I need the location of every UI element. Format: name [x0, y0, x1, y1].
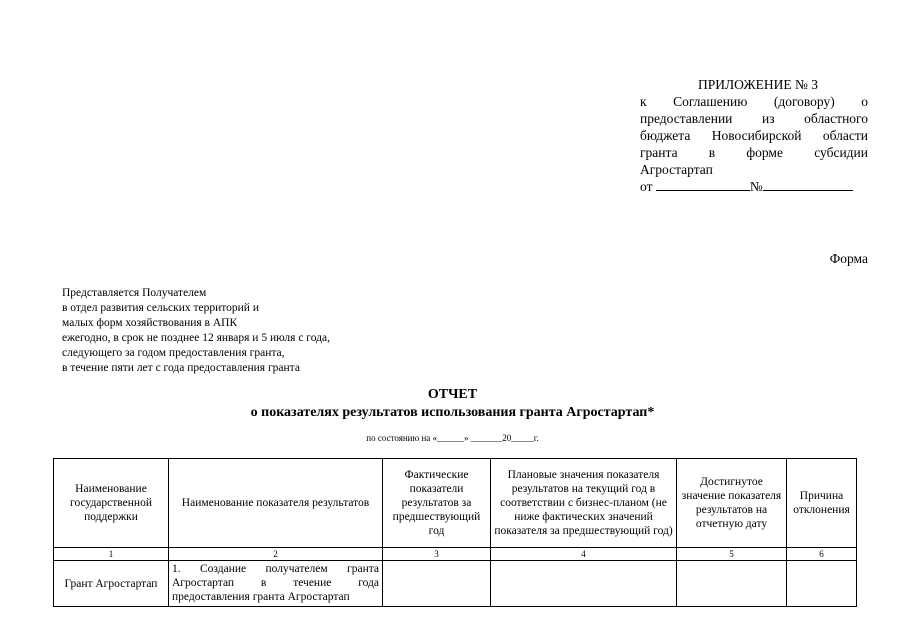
appendix-line: бюджета Новосибирской области: [640, 128, 868, 143]
appendix-line: предоставлении из областного: [640, 111, 868, 126]
recipient-block: [62, 286, 382, 376]
recipient-line: Представляется Получателем: [62, 287, 207, 299]
appendix-block: [640, 76, 868, 195]
appendix-title: ПРИЛОЖЕНИЕ № 3: [697, 77, 819, 92]
results-table: [53, 458, 857, 607]
appendix-date-number-line: [640, 178, 868, 195]
appendix-line: гранта в форме субсидии: [640, 145, 868, 160]
date-blank: [656, 178, 750, 191]
table-row: [54, 561, 857, 607]
header-cell: Фактические показатели результатов за предшествующий год: [383, 459, 491, 548]
report-title: ОТЧЕТ: [427, 387, 478, 402]
header-cell: Плановые значения показателя результатов на текущий год в соответствии с бизнес-планом (не ниже фактических значений показателя за предшествующий год): [491, 459, 677, 548]
value-cell: [787, 561, 857, 607]
appendix-line: к Соглашению (договору) о: [640, 94, 868, 109]
from-label: от: [640, 179, 653, 194]
recipient-line: ежегодно, в срок не позднее 12 января и 5 июля с года,: [62, 332, 330, 344]
column-number: 4: [491, 548, 677, 561]
column-number: 1: [54, 548, 169, 561]
number-label: №: [749, 179, 763, 194]
recipient-line: в течение пяти лет с года предоставления гранта: [62, 362, 300, 374]
support-name-cell: Грант Агростартап: [54, 561, 169, 607]
form-label: Форма: [829, 251, 868, 266]
column-number: 6: [787, 548, 857, 561]
recipient-line: малых форм хозяйствования в АПК: [62, 317, 238, 329]
table-header-row: [54, 459, 857, 548]
column-number-row: [54, 548, 857, 561]
column-number: 5: [677, 548, 787, 561]
report-heading: [0, 386, 905, 422]
column-number: 2: [169, 548, 383, 561]
header-cell: Наименование государственной поддержки: [54, 459, 169, 548]
appendix-line: Агростартап: [640, 162, 713, 177]
column-number: 3: [383, 548, 491, 561]
header-cell: Достигнутое значение показателя результатов на отчетную дату: [677, 459, 787, 548]
value-cell: [677, 561, 787, 607]
header-cell: Наименование показателя результатов: [169, 459, 383, 548]
value-cell: [491, 561, 677, 607]
value-cell: [383, 561, 491, 607]
recipient-line: следующего за годом предоставления гранта,: [62, 347, 285, 359]
report-subtitle: о показателях результатов использования гранта Агростартап*: [250, 405, 655, 420]
indicator-name-cell: 1. Создание получателем гранта Агростартап в течение года предоставления гранта Агростартап: [169, 561, 383, 607]
number-blank: [763, 178, 853, 191]
header-cell: Причина отклонения: [787, 459, 857, 548]
as-of-date: по состоянию на «______» _______20_____г.: [366, 433, 539, 443]
recipient-line: в отдел развития сельских территорий и: [62, 302, 259, 314]
